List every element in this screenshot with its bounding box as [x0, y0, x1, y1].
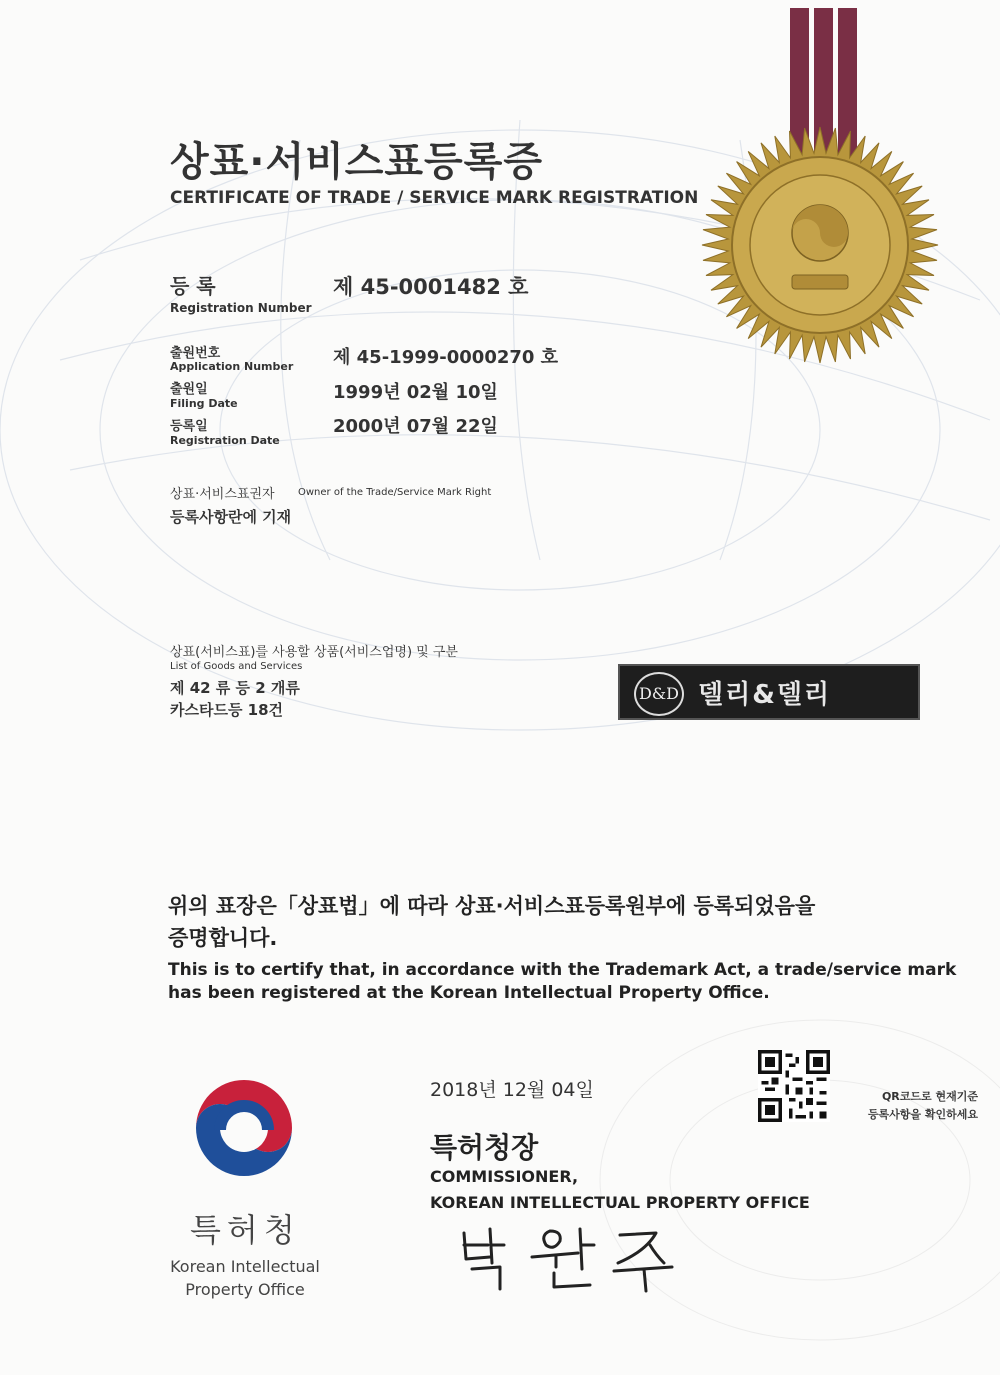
trademark-image [618, 664, 920, 720]
commissioner-signature [450, 1215, 690, 1295]
qr-instructions [838, 1088, 978, 1124]
application-number-value: 제 45-1999-0000270 호 [333, 347, 559, 368]
owner-label-korean: 상표·서비스표권자 [170, 487, 275, 502]
commissioner-english-line2: KOREAN INTELLECTUAL PROPERTY OFFICE [430, 1193, 810, 1212]
certification-english-line1: This is to certify that, in accordance with the Trademark Act, a trade/service mark [168, 960, 957, 980]
certification-korean-line2: 증명합니다. [168, 926, 278, 950]
commissioner-title-korean: 특허청장 [430, 1131, 539, 1164]
certificate-title-korean: 상표·서비스표등록증 [170, 139, 543, 185]
commissioner-english-line1: COMMISSIONER, [430, 1167, 579, 1186]
certification-english-line2: has been registered at the Korean Intellectual Property Office. [168, 983, 770, 1003]
filing-date-label-english: Filing Date [170, 397, 238, 410]
certification-korean-line1: 위의 표장은「상표법」에 따라 상표·서비스표등록원부에 등록되었음을 [168, 894, 816, 918]
application-label-english: Application Number [170, 360, 294, 373]
filing-date-label-korean: 출원일 [170, 382, 208, 397]
goods-items-line: 카스타드등 18건 [170, 701, 284, 719]
issue-date: 2018년 12월 04일 [430, 1079, 594, 1101]
goods-label-english: List of Goods and Services [170, 661, 303, 672]
filing-date-value: 1999년 02월 10일 [333, 382, 498, 403]
owner-value: 등록사항란에 기재 [170, 508, 292, 526]
certificate-title-english: CERTIFICATE OF TRADE / SERVICE MARK REGISTRATION [170, 188, 699, 208]
trademark-logo: D&D [634, 672, 684, 716]
office-name-english [160, 1255, 330, 1301]
application-label-korean: 출원번호 [170, 346, 221, 361]
registration-label-korean: 등 록 [170, 274, 216, 298]
qr-note-line2: 등록사항을 확인하세요 [867, 1108, 978, 1121]
registration-number-value: 제 45-0001482 호 [333, 275, 529, 299]
qr-note-line1: QR코드로 현재기준 [881, 1090, 978, 1103]
gold-seal-icon [700, 125, 940, 365]
registration-date-label-english: Registration Date [170, 434, 280, 447]
registration-date-label-korean: 등록일 [170, 419, 208, 434]
kipo-logo-icon [188, 1072, 300, 1184]
trademark-name: 델리&델리 [698, 680, 832, 710]
owner-label-english: Owner of the Trade/Service Mark Right [298, 487, 492, 498]
commissioner-title-english [430, 1164, 810, 1216]
qr-code-icon [758, 1050, 830, 1122]
goods-class-line: 제 42 류 등 2 개류 [170, 679, 300, 697]
registration-date-value: 2000년 07월 22일 [333, 416, 498, 437]
goods-label-korean: 상표(서비스표)를 사용할 상품(서비스업명) 및 구분 [170, 645, 458, 660]
office-name-english-line1: Korean Intellectual [170, 1257, 320, 1276]
office-name-english-line2: Property Office [185, 1280, 305, 1299]
registration-label-english: Registration Number [170, 301, 312, 315]
office-name-korean: 특허청 [190, 1211, 301, 1249]
